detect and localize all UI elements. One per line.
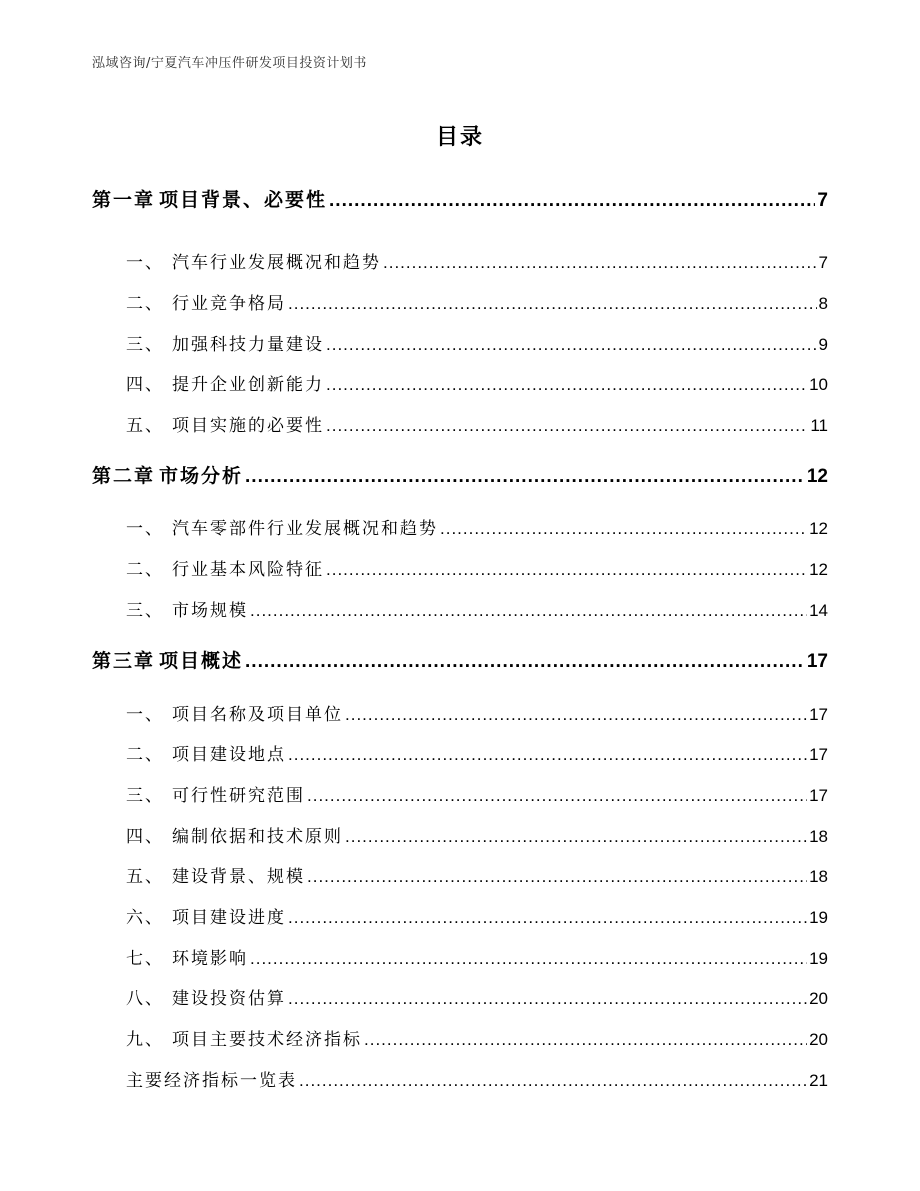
toc-section-number: 七、 bbox=[126, 949, 164, 969]
toc-section-number: 二、 bbox=[126, 294, 164, 314]
toc-section-number: 三、 bbox=[126, 601, 164, 621]
toc-page-number: 11 bbox=[810, 416, 828, 435]
toc-section-number: 二、 bbox=[126, 745, 164, 765]
toc-page-number: 7 bbox=[818, 253, 828, 272]
toc-page-number: 17 bbox=[809, 745, 828, 764]
toc-section-title: 项目建设地点 bbox=[172, 745, 286, 765]
toc-section[interactable] bbox=[126, 330, 828, 355]
toc-section-number: 三、 bbox=[126, 786, 164, 806]
toc-section[interactable] bbox=[126, 984, 828, 1009]
dot-leader bbox=[345, 827, 807, 847]
dot-leader bbox=[326, 335, 817, 355]
toc-section[interactable] bbox=[126, 555, 828, 580]
toc-page-number: 12 bbox=[809, 560, 828, 579]
dot-leader bbox=[245, 651, 805, 673]
toc-page-number: 9 bbox=[818, 335, 828, 354]
toc-entry-label bbox=[126, 248, 381, 273]
toc-section[interactable] bbox=[126, 289, 828, 314]
dot-leader bbox=[288, 908, 807, 928]
toc-entry-label bbox=[126, 289, 286, 314]
dot-leader bbox=[245, 466, 805, 488]
toc-page-number: 10 bbox=[809, 375, 828, 394]
toc-section-title: 建设投资估算 bbox=[172, 989, 286, 1009]
toc-chapter-title: 市场分析 bbox=[159, 465, 244, 487]
toc-entry-label bbox=[126, 1025, 362, 1050]
toc-section-number: 九、 bbox=[126, 1030, 164, 1050]
toc-section-title: 项目建设进度 bbox=[172, 908, 286, 928]
toc-chapter-3[interactable] bbox=[92, 646, 828, 673]
toc-section-number: 四、 bbox=[126, 827, 164, 847]
toc-chapter-number: 第一章 bbox=[92, 189, 156, 211]
toc-page-number: 14 bbox=[809, 601, 828, 620]
toc-section-title: 建设背景、规模 bbox=[172, 867, 305, 887]
toc-page-number: 12 bbox=[809, 519, 828, 538]
toc-section-number: 四、 bbox=[126, 375, 164, 395]
toc-page-number: 17 bbox=[809, 705, 828, 724]
dot-leader bbox=[383, 253, 817, 273]
toc-section-number: 八、 bbox=[126, 989, 164, 1009]
toc-section-title: 汽车行业发展概况和趋势 bbox=[172, 253, 381, 273]
toc-page-number: 21 bbox=[809, 1071, 828, 1090]
toc-section[interactable] bbox=[126, 740, 828, 765]
toc-table-title: 主要经济指标一览表 bbox=[126, 1071, 297, 1091]
toc-section-number: 二、 bbox=[126, 560, 164, 580]
toc-page-number: 8 bbox=[818, 294, 828, 313]
toc-entry-label bbox=[126, 370, 324, 395]
toc-entry-label bbox=[92, 461, 243, 488]
toc-chapter-number: 第三章 bbox=[92, 650, 156, 672]
toc-entry-label bbox=[126, 514, 438, 539]
toc-section-title: 项目主要技术经济指标 bbox=[172, 1030, 362, 1050]
toc-chapter-title: 项目背景、必要性 bbox=[159, 189, 328, 211]
dot-leader bbox=[288, 745, 807, 765]
toc-entry-label bbox=[126, 555, 324, 580]
toc-section[interactable] bbox=[126, 944, 828, 969]
toc-section-number: 一、 bbox=[126, 705, 164, 725]
toc-entry-label bbox=[126, 944, 248, 969]
toc-section-title: 项目名称及项目单位 bbox=[172, 705, 343, 725]
toc-section[interactable] bbox=[126, 1025, 828, 1050]
toc-section-title: 可行性研究范围 bbox=[172, 786, 305, 806]
toc-title: 目录 bbox=[435, 125, 484, 150]
dot-leader bbox=[345, 705, 807, 725]
toc-section[interactable] bbox=[126, 411, 828, 436]
toc-page-number: 17 bbox=[809, 786, 828, 805]
toc-entry-label bbox=[126, 740, 286, 765]
dot-leader bbox=[326, 560, 807, 580]
toc-section-title: 汽车零部件行业发展概况和趋势 bbox=[172, 519, 438, 539]
toc-entry-label bbox=[126, 903, 286, 928]
toc-chapter-1[interactable] bbox=[92, 185, 828, 212]
toc-section[interactable] bbox=[126, 700, 828, 725]
toc-page-number: 12 bbox=[806, 466, 828, 487]
toc-section-title: 编制依据和技术原则 bbox=[172, 827, 343, 847]
toc-entry-label bbox=[126, 984, 286, 1009]
dot-leader bbox=[440, 519, 807, 539]
toc-section-title: 环境影响 bbox=[172, 949, 248, 969]
toc-section-number: 一、 bbox=[126, 519, 164, 539]
toc-page-number: 18 bbox=[809, 867, 828, 886]
toc-section-title: 市场规模 bbox=[172, 601, 248, 621]
dot-leader bbox=[307, 786, 807, 806]
toc-section[interactable] bbox=[126, 862, 828, 887]
header-divider bbox=[92, 76, 828, 77]
toc-page-number: 20 bbox=[809, 989, 828, 1008]
dot-leader bbox=[288, 294, 817, 314]
toc-section-title: 项目实施的必要性 bbox=[172, 416, 324, 436]
toc-section-number: 六、 bbox=[126, 908, 164, 928]
toc-section-title: 加强科技力量建设 bbox=[172, 335, 324, 355]
toc-section-title: 提升企业创新能力 bbox=[172, 375, 324, 395]
toc-entry-label bbox=[126, 330, 324, 355]
toc-page-number: 20 bbox=[809, 1030, 828, 1049]
toc-section[interactable] bbox=[126, 903, 828, 928]
dot-leader bbox=[299, 1071, 807, 1091]
toc-page-number: 19 bbox=[809, 949, 828, 968]
toc-entry-label bbox=[126, 700, 343, 725]
toc-entry-label bbox=[126, 862, 305, 887]
toc-section-number: 五、 bbox=[126, 867, 164, 887]
toc-section[interactable] bbox=[126, 514, 828, 539]
toc-section-title: 行业竞争格局 bbox=[172, 294, 286, 314]
toc-page-number: 19 bbox=[809, 908, 828, 927]
toc-entry-label bbox=[92, 646, 243, 673]
dot-leader bbox=[250, 601, 807, 621]
toc-entry-label bbox=[92, 185, 327, 212]
toc-section[interactable] bbox=[126, 248, 828, 273]
dot-leader bbox=[364, 1030, 807, 1050]
dot-leader bbox=[250, 949, 807, 969]
toc-section[interactable] bbox=[126, 822, 828, 847]
dot-leader bbox=[326, 416, 808, 436]
toc-entry-label bbox=[126, 781, 305, 806]
dot-leader bbox=[329, 190, 815, 212]
toc-entry-label bbox=[126, 596, 248, 621]
toc-section[interactable] bbox=[126, 370, 828, 395]
toc-chapter-title: 项目概述 bbox=[159, 650, 244, 672]
toc-page-number: 18 bbox=[809, 827, 828, 846]
toc-chapter-number: 第二章 bbox=[92, 465, 156, 487]
toc-section-title: 行业基本风险特征 bbox=[172, 560, 324, 580]
toc-chapter-2[interactable] bbox=[92, 461, 828, 488]
running-header: 泓域咨询/宁夏汽车冲压件研发项目投资计划书 bbox=[92, 56, 367, 71]
toc-entry-label bbox=[126, 411, 324, 436]
toc-page-number: 7 bbox=[817, 190, 828, 211]
dot-leader bbox=[288, 989, 807, 1009]
dot-leader bbox=[307, 867, 807, 887]
toc-section[interactable] bbox=[126, 781, 828, 806]
toc-section-number: 三、 bbox=[126, 335, 164, 355]
toc-section-number: 一、 bbox=[126, 253, 164, 273]
dot-leader bbox=[326, 375, 807, 395]
toc-section-number: 五、 bbox=[126, 416, 164, 436]
toc-entry-label bbox=[126, 822, 343, 847]
toc-table-entry[interactable] bbox=[126, 1066, 828, 1091]
toc-section[interactable] bbox=[126, 596, 828, 621]
toc-page-number: 17 bbox=[806, 651, 828, 672]
